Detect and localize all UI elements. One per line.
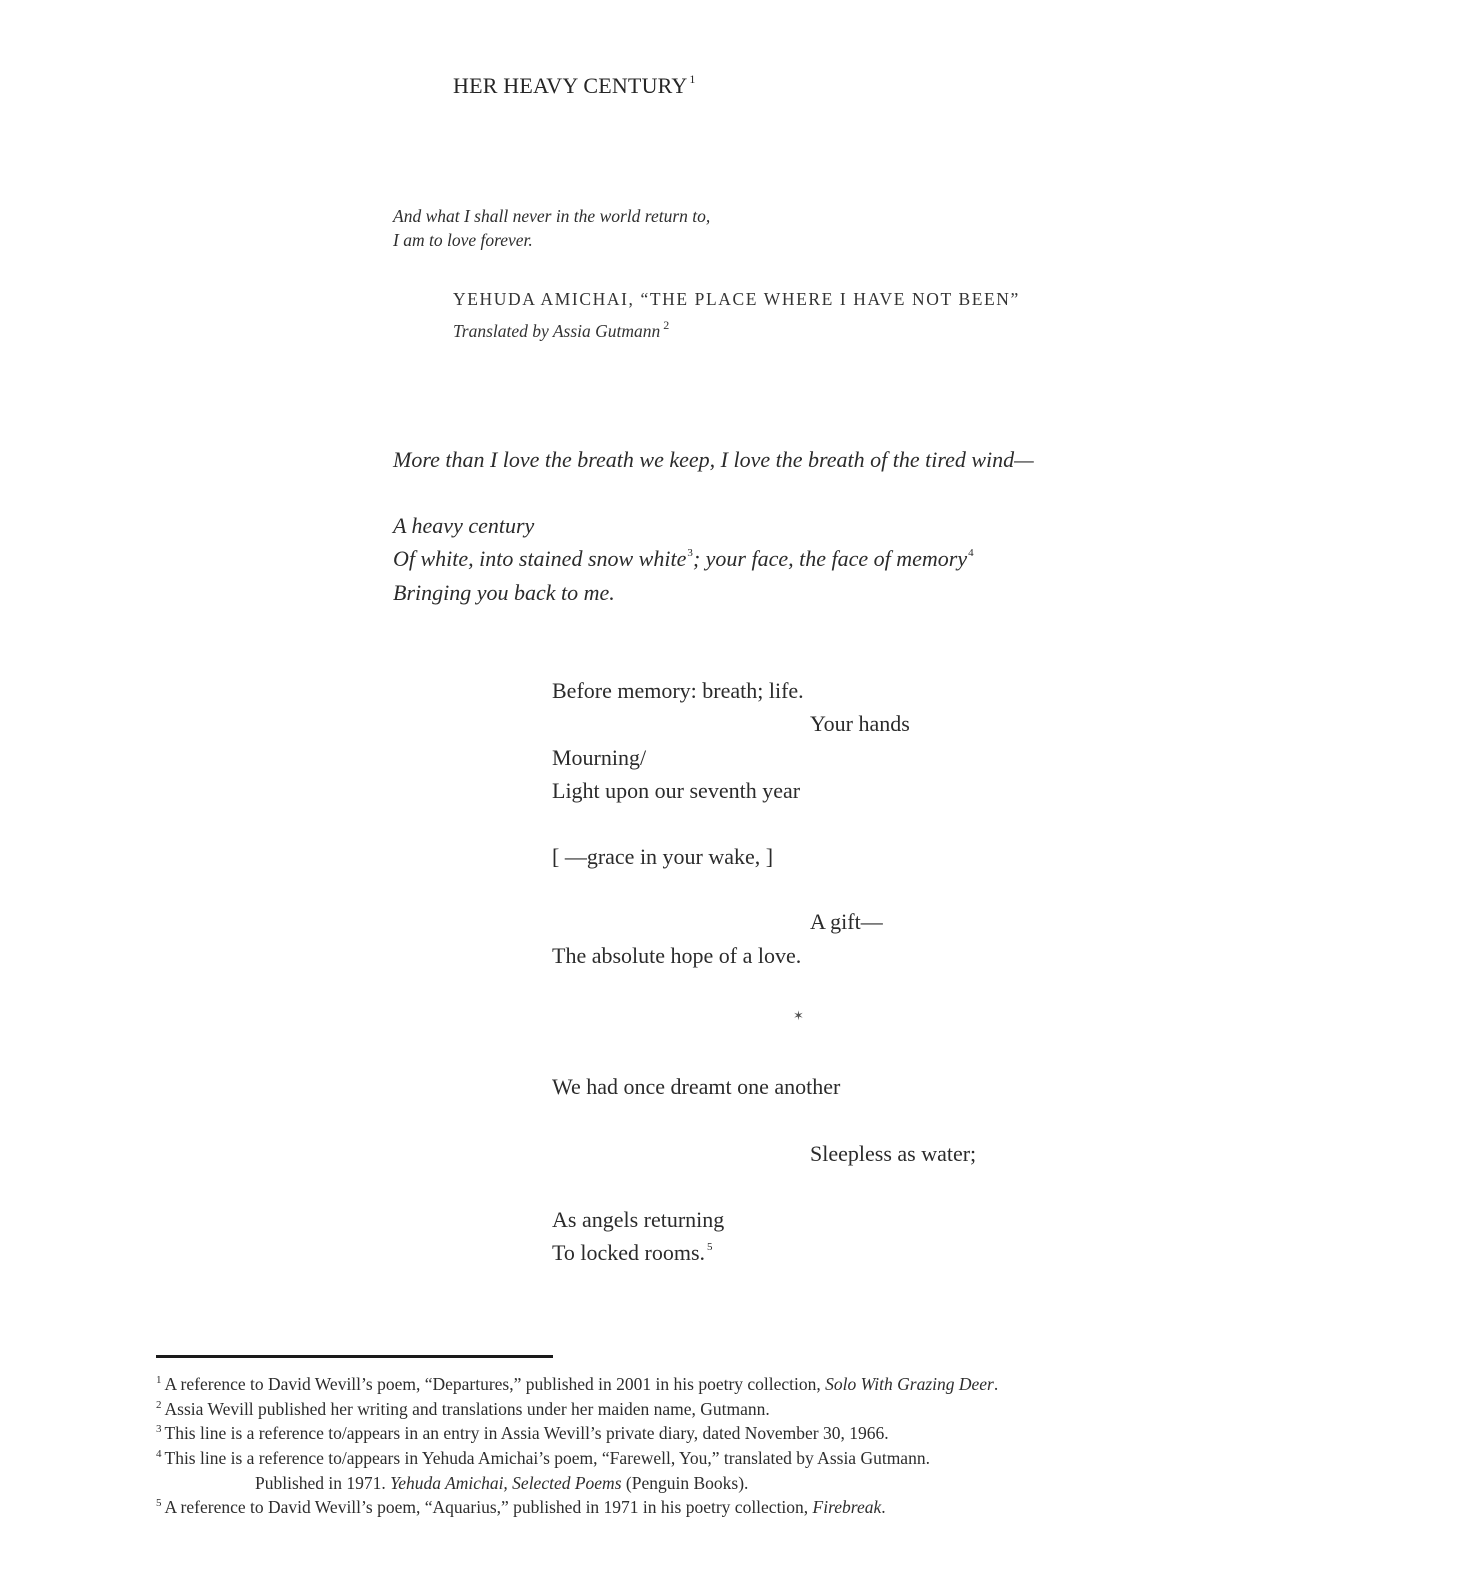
italic-line-1: More than I love the breath we keep, I love the breath of the tired wind— xyxy=(393,447,1034,472)
footnote-5 xyxy=(156,1497,886,1518)
footnote-ref-4: 4 xyxy=(968,547,974,559)
epigraph-translator xyxy=(453,318,669,342)
verse-line: Light upon our seventh year xyxy=(552,778,801,803)
footnote-text: This line is a reference to/appears in an entry in Assia Wevill’s private diary, dated November 30, 1966. xyxy=(164,1423,889,1443)
footnote-text: Published in 1971. xyxy=(255,1473,391,1493)
verse-line: As angels returning xyxy=(552,1207,725,1232)
footnote-number: 2 xyxy=(156,1399,162,1411)
footnote-punct: . xyxy=(993,1374,999,1394)
verse-line: Sleepless as water; xyxy=(810,1141,977,1166)
footnote-2 xyxy=(156,1399,770,1420)
footnote-text: This line is a reference to/appears in Yehuda Amichai’s poem, “Farewell, You,” translated by Assia Gutmann. xyxy=(164,1448,930,1468)
section-separator-icon: ✶ xyxy=(793,1008,804,1023)
italic-line-3 xyxy=(393,546,974,572)
footnote-text: Assia Wevill published her writing and translations under her maiden name, Gutmann. xyxy=(164,1399,770,1419)
title-text: HER HEAVY CENTURY xyxy=(453,73,688,98)
title-footnote-ref: 1 xyxy=(689,72,696,86)
verse-line: Mourning/ xyxy=(552,745,647,770)
footnote-number: 1 xyxy=(156,1374,162,1386)
verse-line: The absolute hope of a love. xyxy=(552,943,802,968)
footnote-punct: . xyxy=(881,1497,886,1517)
italic-line-2: A heavy century xyxy=(393,513,535,538)
footnote-number: 3 xyxy=(156,1423,162,1435)
footnote-4-continued xyxy=(255,1473,748,1494)
page-title xyxy=(453,72,696,99)
footnote-number: 4 xyxy=(156,1448,162,1460)
verse-line-text: To locked rooms. xyxy=(552,1240,706,1265)
footnote-number: 5 xyxy=(156,1497,162,1509)
footnote-text: (Penguin Books). xyxy=(621,1473,749,1493)
verse-line: A gift— xyxy=(810,909,883,934)
footnote-ref-5: 5 xyxy=(707,1241,713,1253)
verse-line: Your hands xyxy=(810,711,910,736)
footnote-title: Firebreak xyxy=(812,1497,882,1517)
epigraph-attribution: YEHUDA AMICHAI, “THE PLACE WHERE I HAVE NOT BEEN” xyxy=(453,289,1020,309)
translator-footnote-ref: 2 xyxy=(663,318,670,332)
verse-line xyxy=(552,1240,713,1266)
epigraph-line-1: And what I shall never in the world return to, xyxy=(393,206,711,226)
footnote-divider xyxy=(156,1355,553,1358)
footnote-ref-3: 3 xyxy=(687,547,693,559)
footnote-title: Solo With Grazing Deer xyxy=(825,1374,994,1394)
footnote-text: A reference to David Wevill’s poem, “Aquarius,” published in 1971 in his poetry collection, xyxy=(164,1497,813,1517)
footnote-text: A reference to David Wevill’s poem, “Departures,” published in 2001 in his poetry collection, xyxy=(164,1374,826,1394)
verse-line: We had once dreamt one another xyxy=(552,1074,841,1099)
verse-line: Before memory: breath; life. xyxy=(552,678,804,703)
footnote-4 xyxy=(156,1448,930,1469)
italic-line-3-part-2: ; your face, the face of memory xyxy=(692,546,968,571)
italic-line-3-part-1: Of white, into stained snow white xyxy=(393,546,687,571)
italic-line-4: Bringing you back to me. xyxy=(393,580,615,605)
footnote-3 xyxy=(156,1423,889,1444)
footnote-1 xyxy=(156,1374,998,1395)
translator-text: Translated by Assia Gutmann xyxy=(453,321,661,341)
verse-line: [ —grace in your wake, ] xyxy=(552,844,774,869)
footnote-title: Yehuda Amichai, Selected Poems xyxy=(390,1473,622,1493)
epigraph-line-2: I am to love forever. xyxy=(393,230,533,250)
